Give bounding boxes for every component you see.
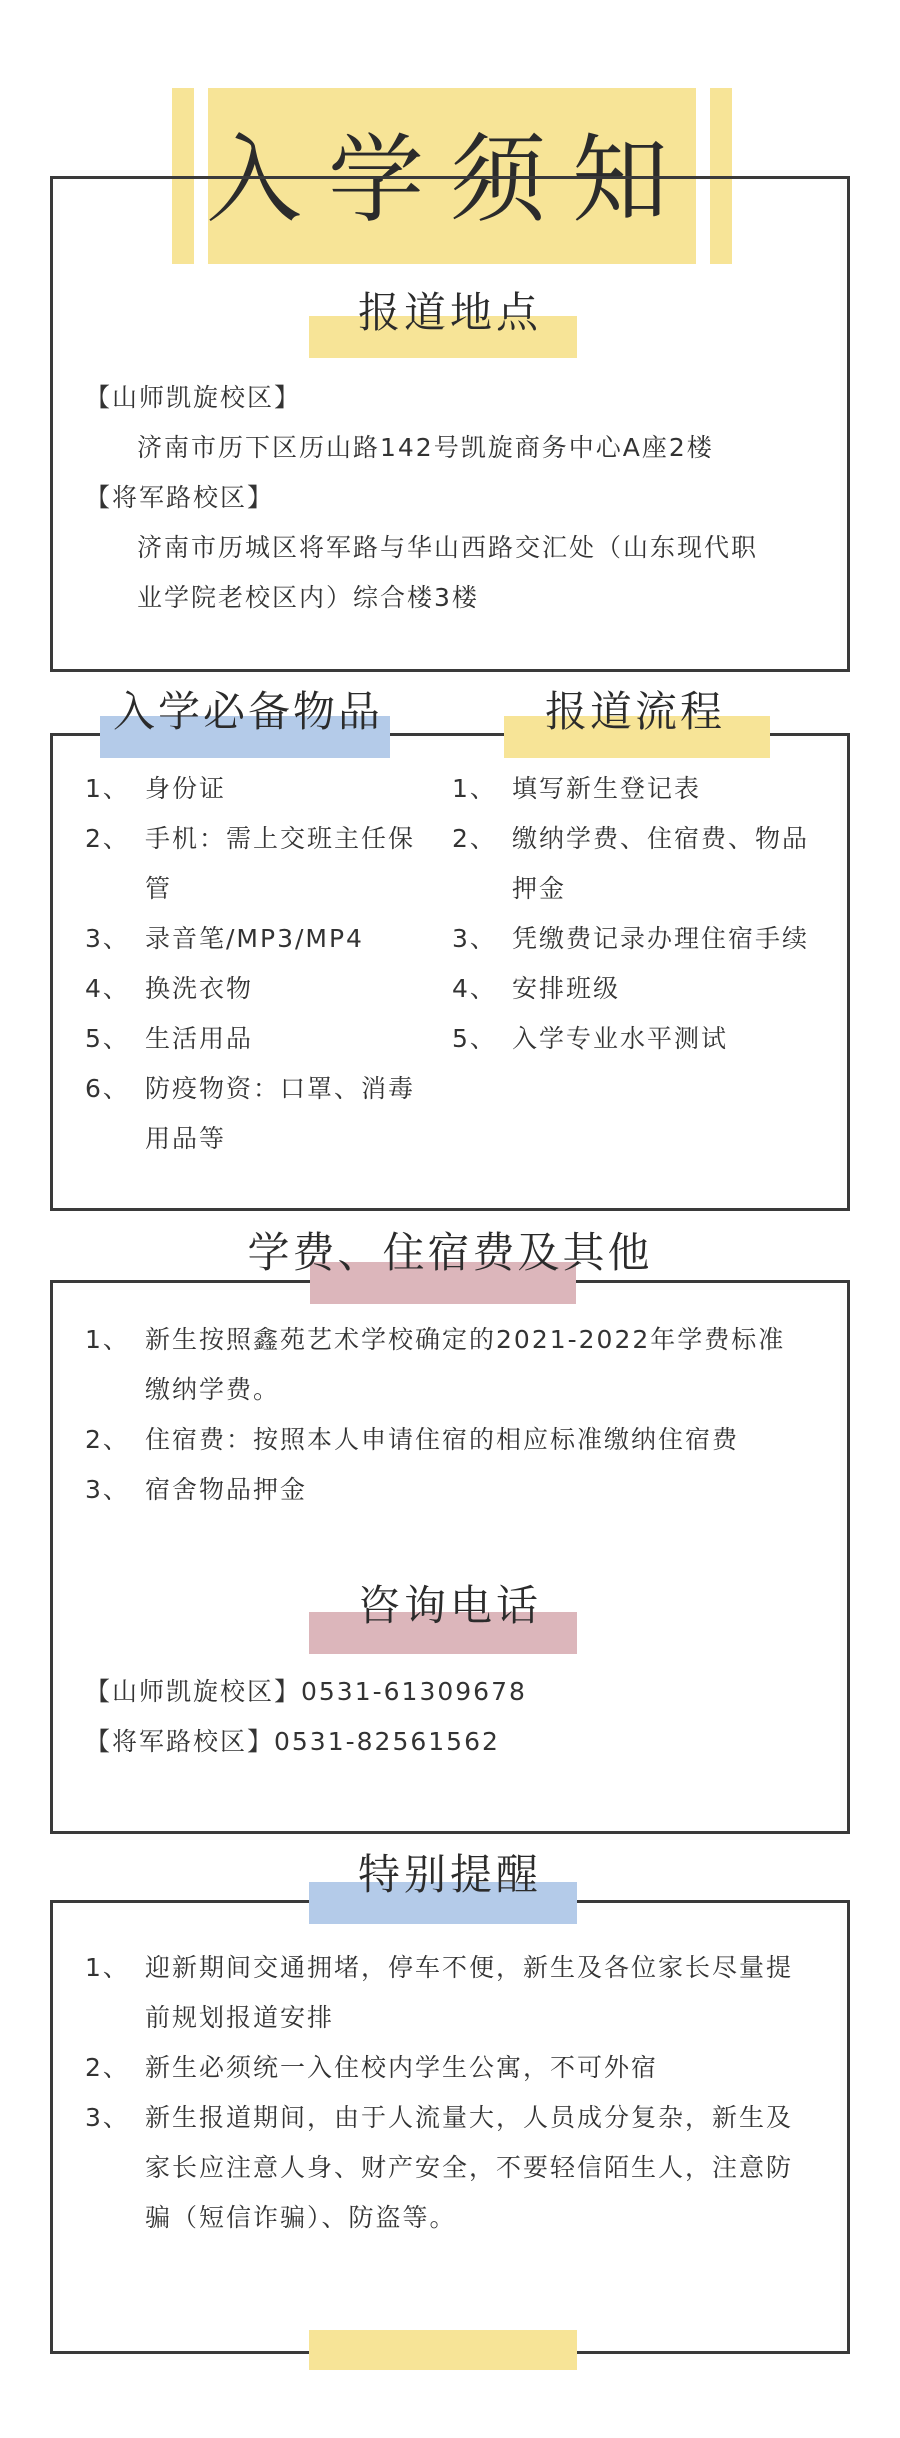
item-number: 5、 [452,1024,497,1053]
campus2-address: 济南市历城区将军路与华山西路交汇处（山东现代职业学院老校区内）综合楼3楼 [137,533,759,612]
item-text: 身份证 [145,774,227,803]
list-item [452,1014,832,1064]
list-item [85,1943,815,2043]
list-item [452,814,832,914]
item-number: 2、 [85,2053,130,2082]
item-text: 缴纳学费、住宿费、物品押金 [512,824,810,903]
list-item [452,914,832,964]
item-text: 住宿费：按照本人申请住宿的相应标准缴纳住宿费 [145,1425,740,1454]
list-item [85,914,425,964]
item-number: 2、 [85,1425,130,1454]
item-number: 1、 [85,1325,130,1354]
item-text: 新生必须统一入住校内学生公寓，不可外宿 [145,2053,659,2082]
list-item [452,964,832,1014]
item-text: 新生按照鑫苑艺术学校确定的2021-2022年学费标准缴纳学费。 [145,1325,786,1404]
item-text: 填写新生登记表 [512,774,702,803]
fees-heading: 学费、住宿费及其他 [247,1228,653,1277]
item-text: 安排班级 [512,974,621,1003]
item-text: 新生报道期间，由于人流量大，人员成分复杂，新生及家长应注意人身、财产安全，不要轻信陌生人，注意防骗（短信诈骗）、防盗等。 [145,2103,794,2232]
list-item [85,1014,425,1064]
item-number: 6、 [85,1074,130,1103]
item-text: 生活用品 [145,1024,254,1053]
item-number: 3、 [85,2103,130,2132]
item-number: 4、 [452,974,497,1003]
item-text: 宿舍物品押金 [145,1475,308,1504]
campus2-name: 【将军路校区】 [85,483,275,512]
item-number: 3、 [85,1475,130,1504]
reminder-heading: 特别提醒 [357,1850,542,1899]
list-item [85,1064,425,1164]
item-number: 1、 [85,1953,130,1982]
reminder-list [85,1943,815,2243]
item-text: 入学专业水平测试 [512,1024,729,1053]
list-item [85,1415,805,1465]
item-text: 迎新期间交通拥堵，停车不便，新生及各位家长尽量提前规划报道安排 [145,1953,794,2032]
contact-campus2: 【将军路校区】0531-82561562 [85,1727,500,1756]
list-item [85,764,425,814]
list-item [85,2043,815,2093]
item-number: 3、 [85,924,130,953]
item-text: 换洗衣物 [145,974,254,1003]
list-item [85,1465,805,1515]
item-number: 2、 [452,824,497,853]
location-heading: 报道地点 [357,288,542,337]
item-number: 5、 [85,1024,130,1053]
campus1-name: 【山师凯旋校区】 [85,383,302,412]
item-number: 2、 [85,824,130,853]
list-item [85,2093,815,2243]
list-item [85,964,425,1014]
item-text: 防疫物资：口罩、消毒用品等 [145,1074,416,1153]
item-number: 1、 [452,774,497,803]
process-heading: 报道流程 [544,687,725,736]
page-title: 入学须知 [206,124,694,236]
list-item [452,764,832,814]
campus1-address: 济南市历下区历山路142号凯旋商务中心A座2楼 [137,433,714,462]
process-list [452,764,832,1064]
contact-heading: 咨询电话 [357,1581,542,1630]
item-text: 凭缴费记录办理住宿手续 [512,924,810,953]
item-text: 录音笔/MP3/MP4 [145,924,364,953]
items-list [85,764,425,1164]
item-number: 1、 [85,774,130,803]
items-heading: 入学必备物品 [112,687,383,736]
bottom-decoration-bar [309,2330,577,2370]
list-item [85,814,425,914]
contact-campus1: 【山师凯旋校区】0531-61309678 [85,1677,527,1706]
item-text: 手机：需上交班主任保管 [145,824,416,903]
item-number: 4、 [85,974,130,1003]
fees-list [85,1315,805,1515]
list-item [85,1315,805,1415]
item-number: 3、 [452,924,497,953]
